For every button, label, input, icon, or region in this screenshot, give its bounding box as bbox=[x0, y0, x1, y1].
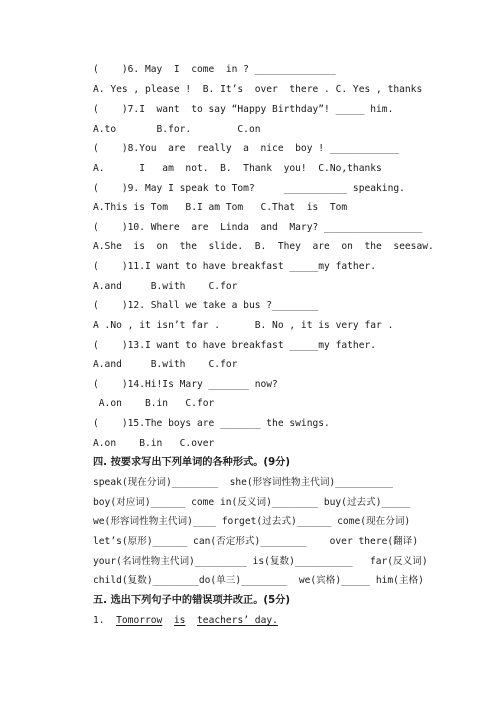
question-7-options: A.to B.for. C.on bbox=[93, 124, 261, 135]
section-4-row-1: speak(现在分词)________ she(形容词性物主代词)__________ bbox=[93, 477, 393, 488]
question-8: ( )8.You are really a nice boy ! ____________ bbox=[93, 143, 400, 154]
question-9-options: A.This is Tom B.I am Tom C.That is Tom bbox=[93, 202, 348, 213]
section-5-item-1 bbox=[93, 615, 278, 627]
question-9: ( )9. May I speak to Tom? ___________ speaking. bbox=[93, 183, 405, 194]
section-4-row-2: boy(对应词)______ come in(反义词)________ buy(过去式)_____ bbox=[93, 497, 411, 508]
question-10: ( )10. Where are Linda and Mary? _________________ bbox=[93, 222, 423, 233]
question-14-options: A.on B.in C.for bbox=[93, 398, 215, 409]
question-6: ( )6. May I come in ? ______________ bbox=[93, 64, 336, 75]
question-14: ( )14.Hi!Is Mary _______ now? bbox=[93, 379, 278, 390]
question-11-options: A.and B.with C.for bbox=[93, 281, 238, 292]
section-4-row-4: let’s(原形)______ can(否定形式)________ over there(翻译) bbox=[93, 536, 419, 547]
section-5-heading: 五. 选出下列句子中的错误项并改正。(5分) bbox=[93, 595, 291, 606]
question-13-options: A.and B.with C.for bbox=[93, 359, 238, 370]
question-8-options: A. I am not. B. Thank you! C.No,thanks bbox=[93, 163, 382, 174]
question-7: ( )7.I want to say “Happy Birthday”! _____ him. bbox=[93, 104, 394, 115]
section-4-row-3: we(形容词性物主代词)____ forget(过去式)______ come(现在分词) bbox=[93, 516, 411, 527]
section-4-row-5: your(名词性物主代词)_________ is(复数)__________ far(反义词) bbox=[93, 556, 428, 567]
item-number: 1. bbox=[93, 615, 105, 626]
error-option-c: teachers’ day. bbox=[197, 615, 278, 626]
question-15-options: A.on B.in C.over bbox=[93, 438, 215, 449]
error-option-a: Tomorrow bbox=[116, 615, 163, 626]
section-4-heading: 四. 按要求写出下列单词的各种形式。(9分) bbox=[93, 457, 291, 468]
question-10-options: A.She is on the slide. B. They are on the seesaw. bbox=[93, 241, 434, 252]
question-12-options: A .No , it isn’t far . B. No , it is very far . bbox=[93, 320, 394, 331]
section-4-row-6: child(复数)________do(单三)________ we(宾格)_____ him(主格) bbox=[93, 575, 424, 586]
question-12: ( )12. Shall we take a bus ?________ bbox=[93, 300, 319, 311]
question-13: ( )13.I want to have breakfast _____my father. bbox=[93, 340, 377, 351]
question-6-options: A. Yes , please ! B. It’s over there . C. Yes , thanks bbox=[93, 84, 423, 95]
question-15: ( )15.The boys are _______ the swings. bbox=[93, 418, 330, 429]
error-option-b: is bbox=[173, 615, 186, 626]
question-11: ( )11.I want to have breakfast _____my father. bbox=[93, 261, 377, 272]
